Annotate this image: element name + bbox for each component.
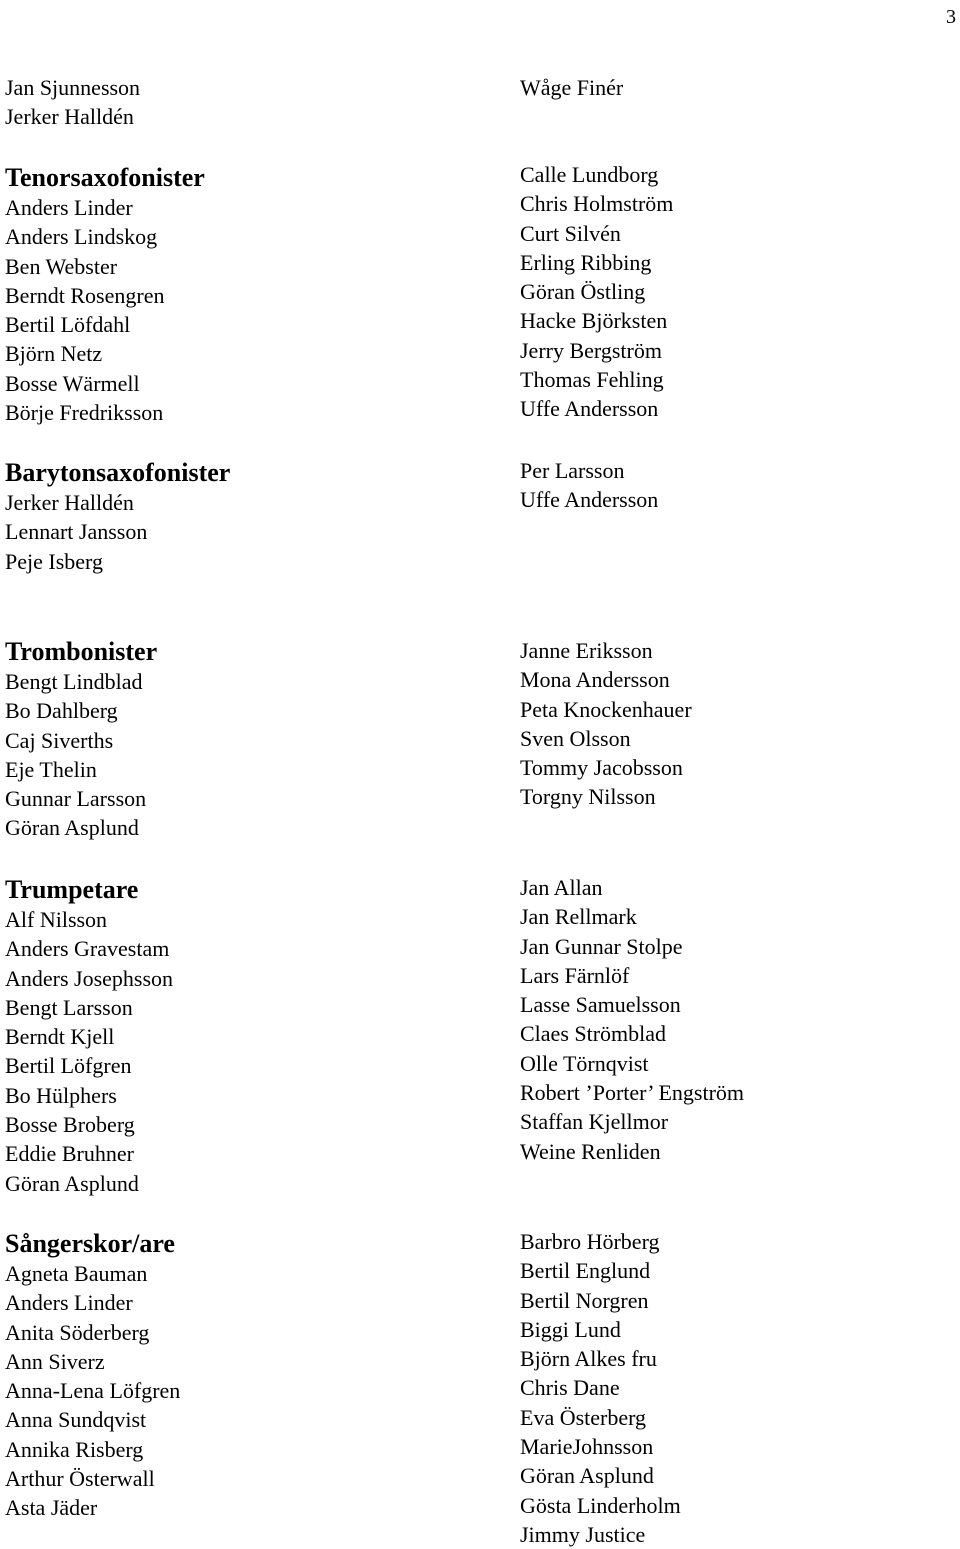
section-tenorsaxofonister [5,162,445,427]
name-line: Annika Risberg [5,1436,144,1462]
name-line: Bengt Larsson [5,994,133,1020]
name-line: Arthur Österwall [5,1466,155,1492]
name-line: Asta Jäder [5,1495,98,1521]
right-block-5 [520,873,960,1166]
name-line: Göran Asplund [5,1170,139,1196]
name-line: Anders Gravestam [5,936,170,962]
name-line: Bo Dahlberg [5,698,118,724]
name-line: Bertil Englund [520,1258,651,1284]
name-line: Ben Webster [5,253,118,279]
name-line: Berndt Kjell [5,1024,115,1050]
name-line: Sven Olsson [520,725,631,751]
name-line: Bosse Wärmell [5,370,140,396]
name-line: Weine Renliden [520,1138,661,1164]
name-line: Anna Sundqvist [5,1407,147,1433]
section-trumpetare [5,874,445,1198]
name-line: Lasse Samuelsson [520,992,681,1018]
name-line: Tommy Jacobsson [520,755,683,781]
name-line: Agneta Bauman [5,1261,148,1286]
name-line: Björn Netz [5,341,103,367]
right-block-3 [520,456,960,515]
section-barytonsaxofonister [5,457,445,576]
name-line: Börje Fredriksson [5,400,164,426]
name-line: Ann Siverz [5,1348,105,1374]
name-line: Uffe Andersson [520,396,659,422]
name-line: Anders Linder [5,1290,133,1316]
name-line: Göran Östling [520,279,646,305]
name-line: Jerker Halldén [5,490,134,515]
section-heading: Barytonsaxofonister [5,458,231,487]
name-line: Anders Linder [5,195,133,220]
name-line: Curt Silvén [520,220,621,246]
name-line: MarieJohnsson [520,1434,654,1460]
name-line: Bertil Norgren [520,1287,649,1313]
right-block-2 [520,160,960,424]
right-block-6 [520,1227,960,1549]
name-line: Berndt Rosengren [5,282,165,308]
name-line: Göran Asplund [520,1463,654,1489]
name-line: Chris Dane [520,1375,620,1401]
name-line: Jimmy Justice [520,1521,646,1547]
name-line: Claes Strömblad [520,1021,667,1047]
name-line: Calle Lundborg [520,162,659,187]
name-line: Björn Alkes fru [520,1346,657,1372]
page-number: 3 [946,6,956,28]
section-heading: Sångerskor/are [5,1229,175,1258]
section-trombonister [5,636,445,843]
name-line: Anders Josephsson [5,965,174,991]
name-line: Anders Lindskog [5,224,158,250]
name-line: Biggi Lund [520,1316,621,1342]
name-line: Gunnar Larsson [5,786,147,812]
name-line: Anna-Lena Löfgren [5,1378,181,1404]
name-line: Jerry Bergström [520,337,662,363]
section-heading: Trombonister [5,637,158,666]
name-line: Janne Eriksson [520,638,653,663]
name-line: Olle Törnqvist [520,1050,649,1076]
name-line: Robert ’Porter’ Engström [520,1080,745,1106]
name-line: Jan Allan [520,875,603,900]
name-line: Lars Färnlöf [520,962,630,988]
name-line: Gösta Linderholm [520,1492,681,1518]
name-line: Torgny Nilsson [520,784,656,810]
name-line: Erling Ribbing [520,249,652,275]
name-line: Peje Isberg [5,548,103,574]
section-sangerskor [5,1228,445,1523]
name-line: Eddie Bruhner [5,1141,134,1167]
name-line: Jan Sjunnesson [5,75,141,100]
name-line: Bo Hülphers [5,1082,117,1108]
name-line: Bertil Löfgren [5,1053,132,1079]
name-line: Peta Knockenhauer [520,696,692,722]
name-line: Jan Gunnar Stolpe [520,933,683,959]
left-block-1 [5,73,445,132]
name-line: Eje Thelin [5,756,97,782]
right-block-1 [520,73,960,102]
name-line: Jan Rellmark [520,904,637,930]
name-line: Lennart Jansson [5,519,148,545]
name-line: Barbro Hörberg [520,1229,660,1254]
name-line: Alf Nilsson [5,907,108,932]
name-line: Per Larsson [520,458,625,483]
name-line: Bengt Lindblad [5,669,143,694]
right-block-4 [520,636,960,812]
name-line: Anita Söderberg [5,1319,150,1345]
name-line: Wåge Finér [520,75,624,100]
name-line: Jerker Halldén [5,104,134,130]
name-line: Mona Andersson [520,667,670,693]
section-heading: Trumpetare [5,875,139,904]
name-line: Eva Österberg [520,1404,647,1430]
name-line: Hacke Björksten [520,308,668,334]
name-line: Chris Holmström [520,191,674,217]
name-line: Bertil Löfdahl [5,312,131,338]
name-line: Göran Asplund [5,815,139,841]
name-line: Caj Siverths [5,727,114,753]
section-heading: Tenorsaxofonister [5,163,205,192]
name-line: Staffan Kjellmor [520,1109,669,1135]
name-line: Uffe Andersson [520,487,659,513]
name-line: Bosse Broberg [5,1112,135,1138]
name-line: Thomas Fehling [520,367,664,393]
